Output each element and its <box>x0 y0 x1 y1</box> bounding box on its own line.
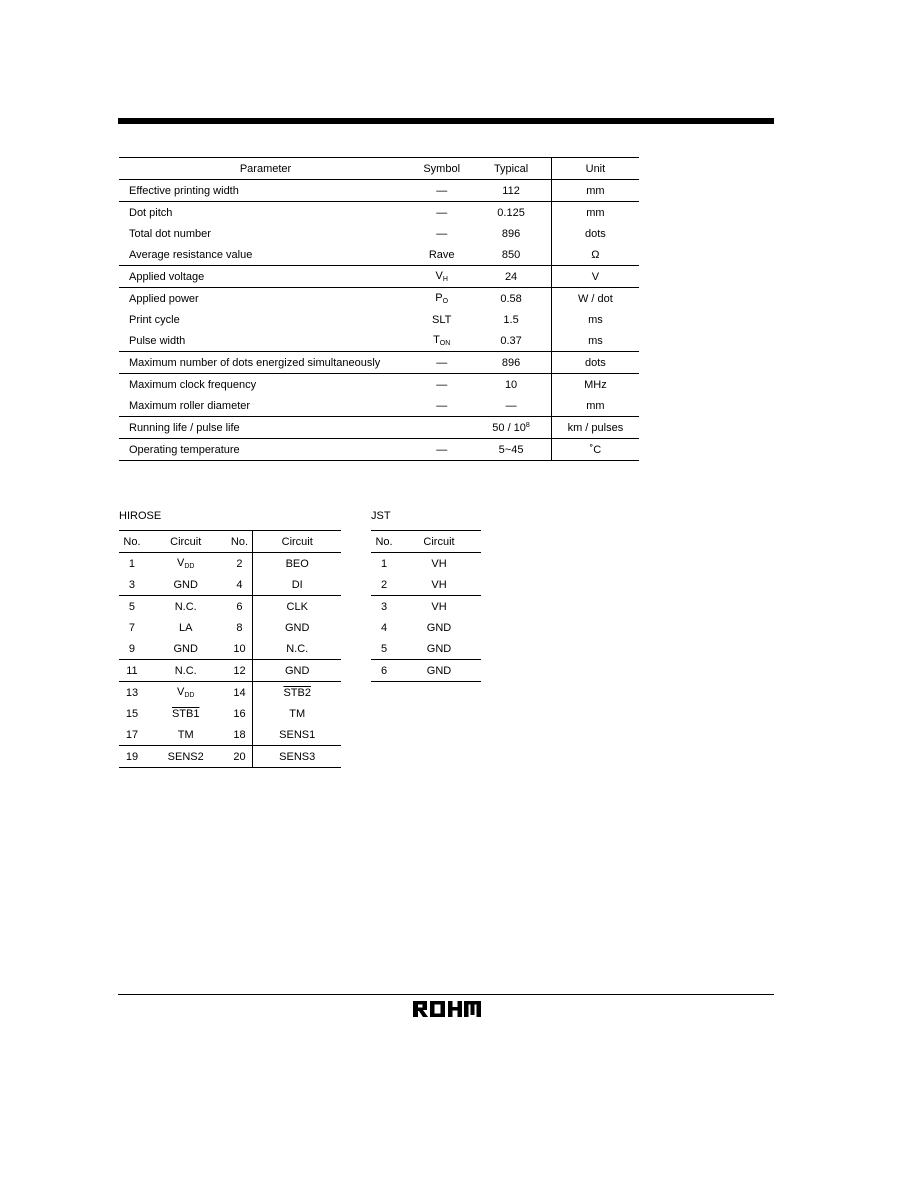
parameter-cell: Total dot number <box>129 227 211 240</box>
table-row <box>119 266 639 288</box>
pin-number: 18 <box>227 724 253 746</box>
table-row <box>119 638 341 660</box>
table-row <box>119 724 341 746</box>
typical-cell: 0.37 <box>471 330 551 352</box>
pin-circuit: GND <box>253 660 341 682</box>
unit-cell: ms <box>588 313 603 326</box>
symbol-header: Symbol <box>412 158 471 180</box>
jst-pin-table <box>371 530 481 682</box>
typical-cell: 10 <box>471 374 551 396</box>
unit-cell: dots <box>551 352 639 374</box>
pin-circuit: SENS2 <box>145 746 227 768</box>
table-row <box>119 180 639 202</box>
table-row <box>119 330 639 352</box>
symbol-cell: — <box>412 374 471 396</box>
typical-cell: 0.125 <box>471 202 551 224</box>
table-row <box>119 660 341 682</box>
pin-circuit: STB1 <box>171 707 200 720</box>
typical-cell: 5~45 <box>471 439 551 461</box>
pin-circuit: DI <box>291 578 303 591</box>
typical-cell: — <box>471 395 551 417</box>
hirose-pin-table <box>119 530 341 768</box>
pin-circuit: N.C. <box>145 596 227 618</box>
pin-circuit: STB2 <box>253 682 341 704</box>
table-row <box>119 395 639 417</box>
pin-number: 17 <box>125 728 139 741</box>
pin-number: 1 <box>128 557 136 570</box>
table-row <box>119 596 341 618</box>
symbol-cell: — <box>436 227 448 240</box>
table-row <box>119 617 341 638</box>
pin-circuit: N.C. <box>286 642 309 655</box>
typical-cell: $50 / 10^8$ <box>471 417 551 439</box>
table-row <box>119 574 341 596</box>
no-header: No. <box>371 531 397 553</box>
symbol-cell: SLT <box>432 313 452 326</box>
table-row <box>119 352 639 374</box>
typical-cell: 112 <box>471 180 551 202</box>
pin-circuit: CLK <box>253 596 341 618</box>
pin-circuit: SENS1 <box>279 728 316 741</box>
pin-circuit: GND <box>426 621 452 634</box>
pin-circuit: TM <box>289 707 306 720</box>
unit-cell: V <box>551 266 639 288</box>
pin-number: 16 <box>227 703 253 724</box>
unit-cell: ˚C <box>551 439 639 461</box>
parameter-cell: Effective printing width <box>129 184 239 197</box>
rohm-logo <box>413 1001 481 1017</box>
pin-number: 14 <box>227 682 253 704</box>
parameter-cell: Operating temperature <box>119 439 412 461</box>
pin-number: 13 <box>119 682 145 704</box>
hirose-caption: HIROSE <box>119 510 162 522</box>
pin-circuit: TM <box>177 728 194 741</box>
pin-circuit: GND <box>173 642 198 655</box>
pin-number: 2 <box>380 578 388 591</box>
table-row <box>371 638 481 660</box>
pin-number: 9 <box>128 642 136 655</box>
symbol-cell <box>412 417 471 439</box>
table-row <box>119 223 639 244</box>
symbol-cell: $V_H$ <box>412 266 471 288</box>
symbol-cell: — <box>412 202 471 224</box>
top-rule <box>118 118 774 124</box>
pin-number: 6 <box>227 596 253 618</box>
unit-cell: W / dot <box>551 288 639 310</box>
pin-number: 11 <box>119 660 145 682</box>
bottom-rule <box>118 994 774 995</box>
typical-cell: 896 <box>471 352 551 374</box>
table-row <box>119 374 639 396</box>
pin-number: 4 <box>227 574 253 596</box>
parameter-cell: Maximum clock frequency <box>119 374 412 396</box>
symbol-cell: Rave <box>428 248 455 261</box>
parameter-cell: Dot pitch <box>119 202 412 224</box>
parameter-cell: Maximum roller diameter <box>129 399 251 412</box>
jst-caption: JST <box>371 510 391 522</box>
unit-cell: km / pulses <box>551 417 639 439</box>
symbol-cell: — <box>412 439 471 461</box>
pin-circuit: VH <box>431 578 447 591</box>
circuit-header: Circuit <box>253 531 341 553</box>
table-row <box>371 596 481 618</box>
pin-circuit: GND <box>284 621 310 634</box>
unit-header: Unit <box>551 158 639 180</box>
pin-circuit: VH <box>431 557 447 570</box>
table-row <box>119 244 639 266</box>
symbol-cell: $P_O$ <box>412 288 471 310</box>
no-header: No. <box>119 531 145 553</box>
pin-number: 3 <box>128 578 136 591</box>
spec-table <box>119 157 639 461</box>
typical-cell: 0.58 <box>471 288 551 310</box>
table-row <box>119 553 341 575</box>
unit-cell: ms <box>588 334 603 347</box>
pin-circuit: GND <box>426 642 452 655</box>
parameter-cell: Maximum number of dots energized simultaneously <box>119 352 412 374</box>
pin-number: 1 <box>380 557 388 570</box>
unit-cell: MHz <box>551 374 639 396</box>
pin-circuit: $V_{DD}$ <box>176 557 195 570</box>
typical-cell: 1.5 <box>471 309 551 330</box>
pin-circuit: BEO <box>285 557 309 570</box>
pin-number: 5 <box>380 642 388 655</box>
unit-cell: mm <box>586 184 605 197</box>
parameter-cell: Running life / pulse life <box>119 417 412 439</box>
typical-cell: 896 <box>471 223 551 244</box>
rohm-logo-icon <box>413 1001 481 1017</box>
table-row <box>119 417 639 439</box>
unit-cell: Ω <box>591 248 600 261</box>
typical-cell: 24 <box>471 266 551 288</box>
pin-number: 4 <box>380 621 388 634</box>
table-row <box>371 574 481 596</box>
pin-circuit: N.C. <box>145 660 227 682</box>
pin-number: 10 <box>227 638 253 660</box>
table-row <box>119 202 639 224</box>
pin-number: 15 <box>125 707 139 720</box>
table-row <box>371 660 481 682</box>
unit-cell: dots <box>585 227 606 240</box>
pin-number: 7 <box>128 621 136 634</box>
table-row <box>371 553 481 575</box>
table-row <box>119 682 341 704</box>
parameter-cell: Applied power <box>119 288 412 310</box>
table-row <box>119 439 639 461</box>
spec-header-row <box>119 158 639 180</box>
pin-circuit: LA <box>178 621 193 634</box>
hirose-header-row <box>119 531 341 553</box>
parameter-cell: Print cycle <box>129 313 180 326</box>
parameter-cell: Applied voltage <box>119 266 412 288</box>
parameter-cell: Pulse width <box>129 334 186 347</box>
typical-cell: 850 <box>471 244 551 266</box>
typical-header: Typical <box>471 158 551 180</box>
table-row <box>119 746 341 768</box>
pin-circuit: SENS3 <box>253 746 341 768</box>
unit-cell: mm <box>551 202 639 224</box>
table-row <box>119 703 341 724</box>
symbol-cell: — <box>412 352 471 374</box>
unit-cell: mm <box>586 399 605 412</box>
symbol-cell: — <box>436 184 448 197</box>
pin-circuit: GND <box>397 660 481 682</box>
pin-circuit: $V_{DD}$ <box>145 682 227 704</box>
pin-number: 2 <box>227 553 253 575</box>
table-row <box>371 617 481 638</box>
pin-number: 12 <box>227 660 253 682</box>
pin-number: 3 <box>371 596 397 618</box>
circuit-header: Circuit <box>397 531 481 553</box>
table-row <box>119 309 639 330</box>
symbol-cell: $T_{ON}$ <box>433 334 451 347</box>
jst-header-row <box>371 531 481 553</box>
pin-circuit: GND <box>173 578 198 591</box>
circuit-header: Circuit <box>145 531 227 553</box>
pin-number: 6 <box>371 660 397 682</box>
no-header: No. <box>227 531 253 553</box>
pin-number: 5 <box>119 596 145 618</box>
pin-number: 20 <box>227 746 253 768</box>
symbol-cell: — <box>436 399 448 412</box>
pin-circuit: VH <box>397 596 481 618</box>
parameter-cell: Average resistance value <box>129 248 253 261</box>
table-row <box>119 288 639 310</box>
pin-number: 19 <box>119 746 145 768</box>
pin-number: 8 <box>227 617 253 638</box>
parameter-header: Parameter <box>119 158 412 180</box>
